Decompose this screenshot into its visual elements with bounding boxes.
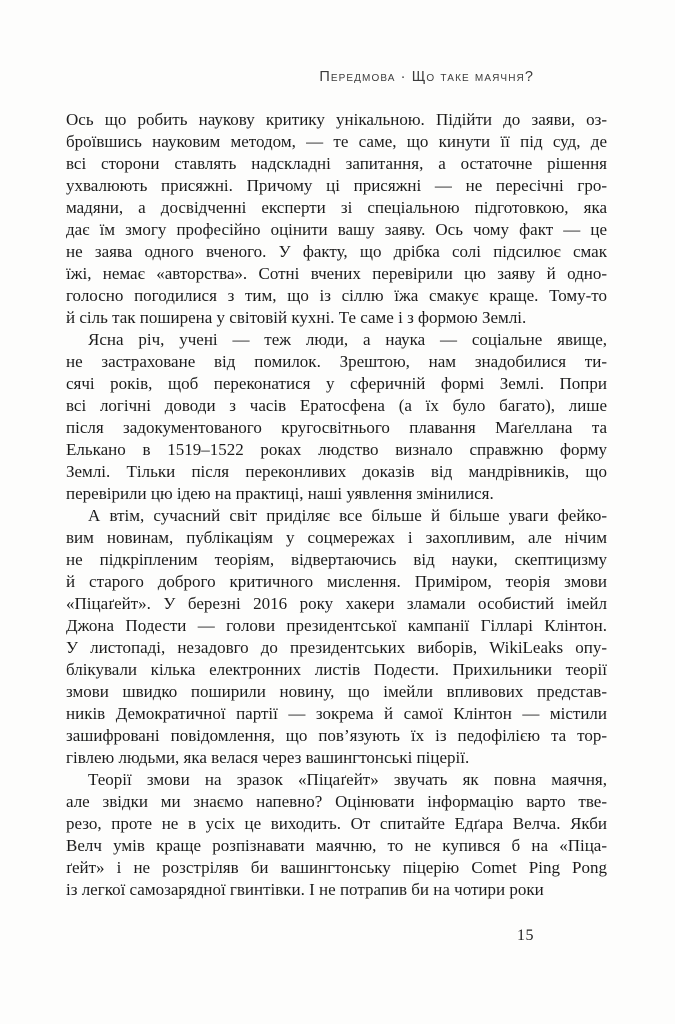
text-line: А втім, сучасний світ приділяє все більше й більше уваги фейко- xyxy=(88,506,607,525)
running-head: Передмова · Що таке маячня? xyxy=(319,69,534,85)
text-line: мадяни, а досвідченні експерти зі спеціальною підготовкою, яка xyxy=(66,198,607,217)
text-line: але звідки ми знаємо напевно? Оцінювати інформацію варто тве- xyxy=(66,792,607,811)
page-number: 15 xyxy=(517,927,534,944)
text-line: Ось що робить наукову критику унікальною. Підійти до заяви, оз- xyxy=(66,110,607,129)
text-line: ґейт» і не розстріляв би вашингтонську піцерію Comet Ping Pong xyxy=(66,858,607,877)
text-line: всі логічні доводи з часів Ератосфена (а їх було багато), лише xyxy=(66,396,607,415)
text-line: Велч умів краще розпізнавати маячню, то не купився б на «Піца- xyxy=(66,836,607,855)
text-line: «Піцаґейт». У березні 2016 року хакери зламали особистий імейл xyxy=(66,594,607,613)
text-line: й старого доброго критичного мислення. Приміром, теорія змови xyxy=(66,572,607,591)
text-line: ухвалюють присяжні. Причому ці присяжні — не пересічні гро- xyxy=(66,176,607,195)
text-line: Елькано в 1519–1522 роках людство визнало справжню форму xyxy=(66,440,607,459)
text-line: перевірили цю ідею на практиці, наші уявлення змінилися. xyxy=(66,484,494,503)
text-line: не підкріпленим теоріям, відвертаючись від науки, скептицизму xyxy=(66,550,607,569)
text-line: всі сторони ставлять надскладні запитання, а остаточне рішення xyxy=(66,154,607,173)
text-line: не заява одного вченого. У факту, що дрібка солі підсилює смак xyxy=(66,242,607,261)
text-line: броївшись науковим методом, — те саме, що кинути її під суд, де xyxy=(66,132,607,151)
text-line: після задокументованого кругосвітнього плавання Маґеллана та xyxy=(66,418,607,437)
text-line: резо, проте не в усіх це виходить. От спитайте Едґара Велча. Якби xyxy=(66,814,607,833)
text-line: У листопаді, незадовго до президентських виборів, WikiLeaks опу- xyxy=(66,638,607,657)
text-line: Джона Подести — голови президентської кампанії Гілларі Клінтон. xyxy=(66,616,607,635)
text-line: голосно погодилися з тим, що із сіллю їжа смакує краще. Тому-то xyxy=(66,286,607,305)
text-line: Ясна річ, учені — теж люди, а наука — соціальне явище, xyxy=(88,330,607,349)
paragraph xyxy=(66,109,607,329)
text-line: гівлею людьми, яка велася через вашингтонські піцерії. xyxy=(66,748,470,767)
paragraph xyxy=(66,505,607,769)
text-line: не застраховане від помилок. Зрештою, нам знадобилися ти- xyxy=(66,352,607,371)
text-line: зашифровані повідомлення, що пов’язують їх із педофілією та тор- xyxy=(66,726,607,745)
text-line: блікували кілька електронних листів Подести. Прихильники теорії xyxy=(66,660,607,679)
body-text xyxy=(66,109,607,901)
text-line: їжі, немає «авторства». Сотні вчених перевірили цю заяву й одно- xyxy=(66,264,607,283)
text-line: сячі років, щоб переконатися у сферичній формі Землі. Попри xyxy=(66,374,607,393)
text-line: ників Демократичної партії — зокрема й самої Клінтон — містили xyxy=(66,704,607,723)
text-line: із легкої самозарядної гвинтівки. І не потрапив би на чотири роки xyxy=(66,880,544,899)
text-line: Теорії змови на зразок «Піцаґейт» звучать як повна маячня, xyxy=(88,770,607,789)
text-line: Землі. Тільки після переконливих доказів від мандрівників, що xyxy=(66,462,607,481)
text-line: змови швидко поширили новину, що імейли впливових представ- xyxy=(66,682,607,701)
text-line: вим новинам, публікаціям у соцмережах і захопливим, але нічим xyxy=(66,528,607,547)
text-line: й сіль так поширена у світовій кухні. Те саме і з формою Землі. xyxy=(66,308,527,327)
text-line: дає їм змогу професійно оцінити вашу заяву. Ось чому факт — це xyxy=(66,220,607,239)
paragraph xyxy=(66,329,607,505)
paragraph xyxy=(66,769,607,901)
